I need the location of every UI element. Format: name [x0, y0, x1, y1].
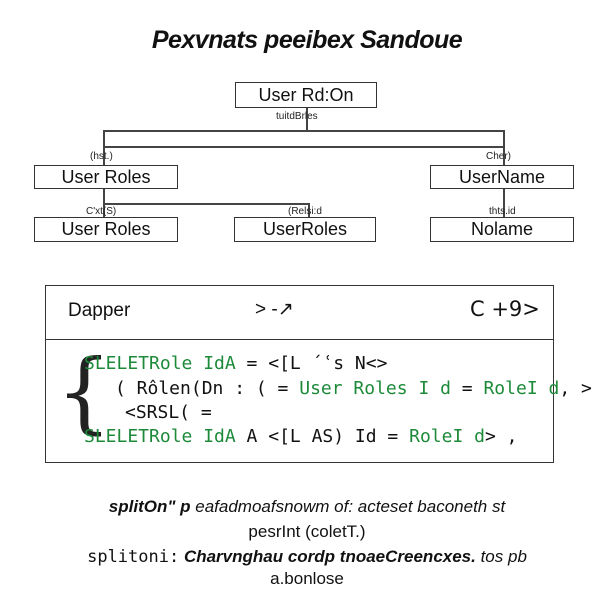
node-bottom-center	[234, 217, 376, 242]
footer-line-3-b: Charvnghau cordp tnoaeCreencxes.	[179, 547, 476, 566]
dapper-title: Dapper	[68, 300, 131, 321]
edge-left-bus	[103, 203, 309, 205]
code-line-4-green: SLELETRole IdA	[84, 426, 236, 447]
bottom-right-edge-label: thts.id	[489, 206, 516, 217]
code-line-4-green-2: RoleI d	[409, 426, 485, 447]
node-bottom-left-label: User Roles	[61, 219, 151, 239]
node-bottom-left	[34, 217, 178, 242]
left-brace-icon: {	[56, 340, 112, 443]
node-bottom-right	[430, 217, 574, 242]
bottom-left-edge-label: C'xt(S)	[86, 206, 117, 217]
footer-line-4	[0, 569, 614, 589]
code-line-2	[115, 378, 592, 399]
footer-line-1	[0, 497, 614, 517]
code-line-2-mid: =	[450, 378, 484, 399]
diagram-title: Pexvnats peeibex Sandoue	[151, 26, 463, 54]
edge-top-bus-2	[103, 146, 503, 148]
right-mid-edge-label: Cher)	[486, 151, 512, 162]
code-line-4	[84, 426, 517, 447]
code-line-2-pre: ( Rôlen(Dn : ( =	[115, 378, 300, 399]
footer-line-2	[0, 522, 614, 542]
edge-left-mid-stem	[103, 189, 105, 203]
code-line-3-text: <SRSL( =	[125, 402, 212, 423]
code-line-3	[125, 402, 212, 423]
code-line-1-rest: = <[L ´ʿs N<>	[235, 353, 388, 374]
footer-line-3-a: splitoni:	[87, 547, 180, 567]
code-line-2-green-2: RoleI d	[483, 378, 560, 399]
footer-line-1-bold: splitOn" p	[108, 497, 191, 516]
dapper-right-symbol: C +9>	[470, 297, 540, 321]
edge-top-bus	[103, 130, 503, 132]
left-mid-edge-label: (hst.)	[90, 151, 113, 162]
node-bottom-center-label: UserRoles	[262, 219, 348, 239]
node-right-mid-label: UserName	[458, 166, 546, 187]
footer-line-2-text: pesrInt (coletT.)	[248, 522, 366, 541]
code-line-1-green: SLELETRole IdA	[84, 353, 236, 374]
dapper-arrows: > -↗	[255, 299, 294, 320]
code-line-4-post: > ,	[484, 426, 518, 447]
footer-line-3-c: tos pb	[475, 547, 527, 566]
node-root-sublabel: tuitdBrles	[276, 111, 318, 122]
footer-line-3	[0, 547, 614, 567]
footer-line-4-text: a.bonlose	[270, 569, 344, 588]
code-line-2-green-1: User Roles I d	[299, 378, 451, 399]
node-left-mid-label: User Roles	[61, 166, 151, 187]
node-bottom-right-label: Nolame	[470, 219, 534, 239]
code-line-2-post: , >	[559, 378, 592, 399]
node-root	[235, 82, 377, 108]
node-left-mid	[34, 165, 178, 189]
code-line-4-mid: A <[L AS) Id =	[235, 426, 410, 447]
code-line-1	[84, 353, 387, 374]
bottom-center-edge-label: (Relsi:d	[288, 206, 322, 217]
node-right-mid	[430, 165, 574, 189]
node-root-label: User Rd:On	[258, 84, 354, 105]
footer-line-1-rest: eafadmoafsnowm of: acteset baconeth st	[190, 497, 506, 516]
